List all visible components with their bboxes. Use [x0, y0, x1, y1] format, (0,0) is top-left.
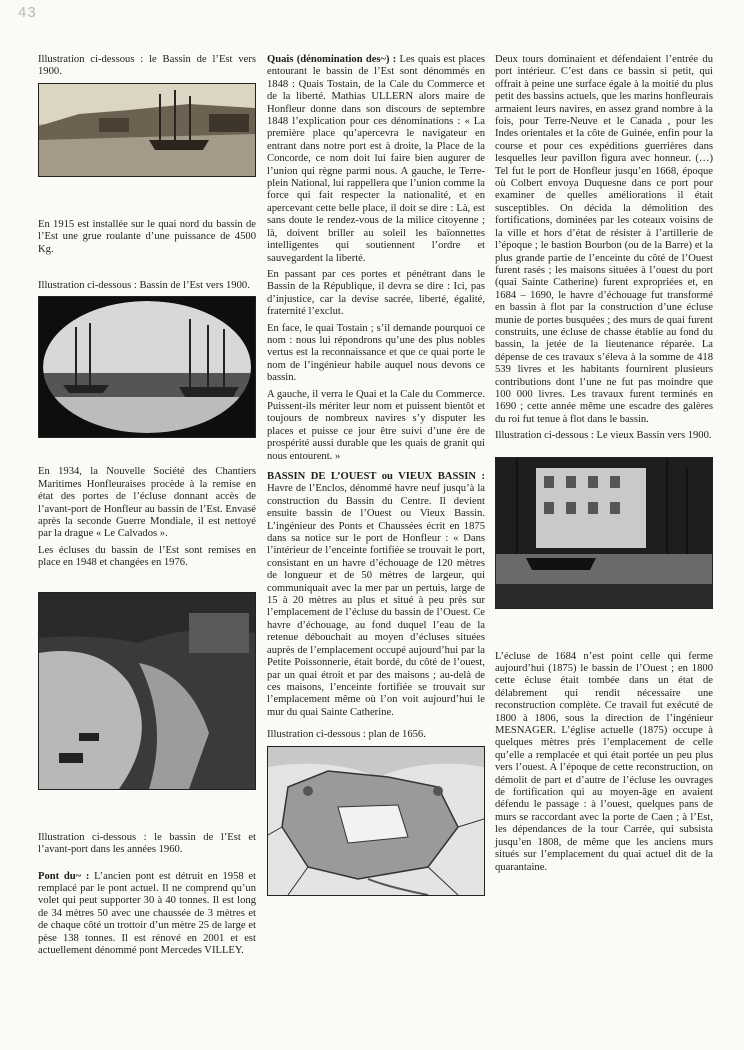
ecluse-1684-paragraph: L’écluse de 1684 n’est point celle qui ferme aujourd’hui (1875) le bassin de l’Ouest ; en 1800 cette écluse était tombée dans un état de délabrement qui rendit nécessaire une reconstruction complète. Ce travail fut exécuté de 1800 à 1806, sous la direction de l’ingénieur MESNAGER. L’église actuelle (1875) occupe à quelques mètres près l’emplacement de celle qu’elle a remplacée et qui était portée un peu plus vers l’ouest. A l’époque de cette reconstruction, on démolit de part et d’autre de l’écluse les ouvrages de fortification qui au moyen-âge en avaient défendu le passage : à l’ouest, quelques pans de murs se raccordant avec la porte de Caen ; à l’Est, les dépendances de la tour Carrée, qui subsista jusqu’en 1808, de même que les anciens murs situés sur l’emplacement du quai actuel dit de la quarantaine. — [495, 650, 713, 873]
photo-bassin-est-1900-a — [38, 83, 256, 177]
pont-text: L’ancien pont est détruit en 1958 et remplacé par le pont actuel. Il ne comprend qu’un volet qui peut supporter 30 à 40 tonnes. Il est long de 34 mètres 50 avec une chaussée de 3 mètres et de chaque côté un trottoir d’un mètre 25 de large et pèse 138 tonnes. Il est rénové en 2001 et est actuellement dénommé pont Mercedes VILLEY. — [38, 870, 257, 956]
bassin-ouest-title: BASSIN DE L’OUEST ou VIEUX BASSIN : — [267, 471, 485, 482]
column-1 — [38, 54, 256, 961]
caption-vieux-bassin-1900: Illustration ci-dessous : Le vieux Bassin vers 1900. — [495, 430, 712, 442]
caption-bassin-est-1900: Illustration ci-dessous : le Bassin de l’Est vers 1900. — [38, 54, 256, 78]
column-3 — [495, 54, 713, 878]
column-2 — [267, 54, 485, 904]
commerce-paragraph: A gauche, il verra le Quai et la Cale du Commerce. Puissent-ils mériter leur nom et puissent bientôt et toujours de nombreux navires s’y disputer les places et puisse ce jour être suivi d’une ère de prospérité aussi durable que les quais de granit qui nous entourent. » — [267, 388, 485, 462]
harbor-ships-photo — [39, 297, 255, 437]
aerial-harbor-photo — [39, 593, 255, 789]
bassin-ouest-text: Havre de l’Enclos, dénommé havre neuf jusqu’à la construction du Bassin du Centre. Il devient ensuite bassin de l’Ouest ou Vieux Bassin. L’ingénieur des Ponts et Chaussées écrit en 1875 dans sa notice sur le port de Honfleur : « Dans l’intérieur de l’enceinte fortifiée se trouvait le port, consistant en un havre d’échouage de 120 mètres de longueur et de 50 mètres de largeur, qui communiquait avec la mer par un pertuis, large de 15 à 20 mètres au plus et situé à peu près sur l’emplacement de l’écluse du bassin de l’Ouest. Ce havre d’échouage, au fond duquel l’eau de la retenue débouchait au moyen d’écluses situées auprès de l’emplacement occupé aujourd’hui par la Petite Poissonnerie, était bordé, du côté de l’ouest, par un quai étroit et par des maisons ; au-delà de ces maisons, l’enceinte fortifiée se trouvait sur l’emplacement même où l’on voit aujourd’hui le mur du quai Sainte Catherine. — [267, 483, 485, 718]
quais-paragraph — [267, 54, 485, 265]
harbor-photo-illustration — [39, 84, 255, 176]
old-harbor-photo — [496, 458, 712, 608]
caption-bassin-est-1960: Illustration ci-dessous : le bassin de l’Est et l’avant-port dans les années 1960. — [38, 831, 256, 856]
photo-vieux-bassin-1900 — [495, 457, 713, 609]
paragraph-1934: En 1934, la Nouvelle Société des Chantiers Maritimes Honfleuraises procède à la remise en état des portes de l’écluse donnant accès de l’avant-port de Honfleur au bassin de l’Est. Envasé après la seconde Guerre Mondiale, il est nettoyé par la drague « Le Calvados ». — [38, 466, 256, 540]
map-plan-illustration — [268, 747, 484, 895]
republique-paragraph: En passant par ces portes et pénétrant dans le Bassin de la République, il devra se dire : Ici, pas d’injustice, car la devise sacrée, liberté, égalité, fraternité l’exclut. — [267, 268, 485, 318]
caption-plan-1656: Illustration ci-dessous : plan de 1656. — [267, 729, 426, 741]
pont-paragraph — [38, 871, 256, 958]
grue-paragraph: En 1915 est installée sur le quai nord du bassin de l’Est une grue roulante d’une puissance de 4500 Kg. — [38, 218, 256, 255]
quais-text: Les quais est places entourant le bassin de l’Est sont dénommés en 1848 : Quais Tostain, de la Cale du Commerce et de la liberté. Mathias ULLERN alors maire de Honfleur donne dans son discours de septembre 1848 l’explication pour ces dénominations : « La première place qu’apercevra le navigateur en entrant dans notre port est à droite, la Place de la Concorde, ce nom doit lui faire bien augurer de l’union qui règne parmi nous. A gauche, le Terre-plein National, lui rappellera que l’union comme la force qui fait respecter la nationalité, et en apercevant cette belle place, il doit se dire : Là, est sans doute le rendez-vous de la milice citoyenne ; là, doivent briller au soleil les baïonnettes intelligentes qui soutiennent l’ordre et sauvegardent la liberté. — [267, 54, 485, 264]
tours-paragraph: Deux tours dominaient et défendaient l’entrée du port intérieur. C’est dans ce bassin si petit, qui offrait à peine une surface égale à la moitié du plus petit des bassins actuels, que les marins honfleurais armaient leurs navires, en assez grand nombre à la fois, pour Terre-Neuve et le Canada , pour les Indes orientales et la côte de Guinée, enfin pour la course et pour ces expéditions guerrières dans lesquelles leur pavillon figura avec honneur. (…) Tel fut le port de Honfleur jusqu’en 1668, époque où Colbert envoya Duquesne dans ce port pour examiner de quelles améliorations il était susceptibles. On décida la démolition des fortifications, dominées par les coteaux voisins de la ville et hors d’état de résister à l’artillerie de l’époque ; le bastion Bourbon (ou de la Barre) et la plus grande partie de l’enceinte du côté de l’Ouest furent rasés ; les maisons situées à l’ouest du port (quai Sainte Catherine) furent expropriées et, en 1684 – 1690, le havre d’échouage fut transformé en bassin à flot par la construction d’une écluse munie de portes busquées ; des murs de quai furent construits, une écluse de chasse établie au fond du bassin, la jetée de la lieutenance réparée. La dépense de ces travaux s’éleva à la somme de 418 539 livres et les habitants fournirent plusieurs contributions dont l’une ne fut pas moindre que 100 000 livres. Les travaux furent terminés en 1690 ; cette année même une escadre des galères du roi fut tenue à flot dans le bassin. — [495, 54, 713, 425]
quais-title: Quais (dénomination des~) : — [267, 54, 397, 65]
photo-bassin-est-1900-b — [38, 296, 256, 438]
page-number: 43 — [18, 4, 37, 21]
plan-1656-image — [267, 746, 485, 896]
tostain-paragraph: En face, le quai Tostain ; s’il demande pourquoi ce nom : nous lui répondrons qu’une des plus nobles vertus est la reconnaissance et que ce quai porte le nom de l’ingénieur habile auquel nous devons ce bassin. — [267, 322, 485, 384]
pont-title: Pont du~ : — [38, 870, 90, 882]
ecluses-paragraph: Les écluses du bassin de l’Est sont remises en place en 1948 et changées en 1976. — [38, 544, 256, 569]
photo-aerial-1960 — [38, 592, 256, 790]
bassin-ouest-paragraph — [267, 471, 485, 719]
caption-bassin-est-1900-b: Illustration ci-dessous : Bassin de l’Est vers 1900. — [38, 280, 250, 292]
